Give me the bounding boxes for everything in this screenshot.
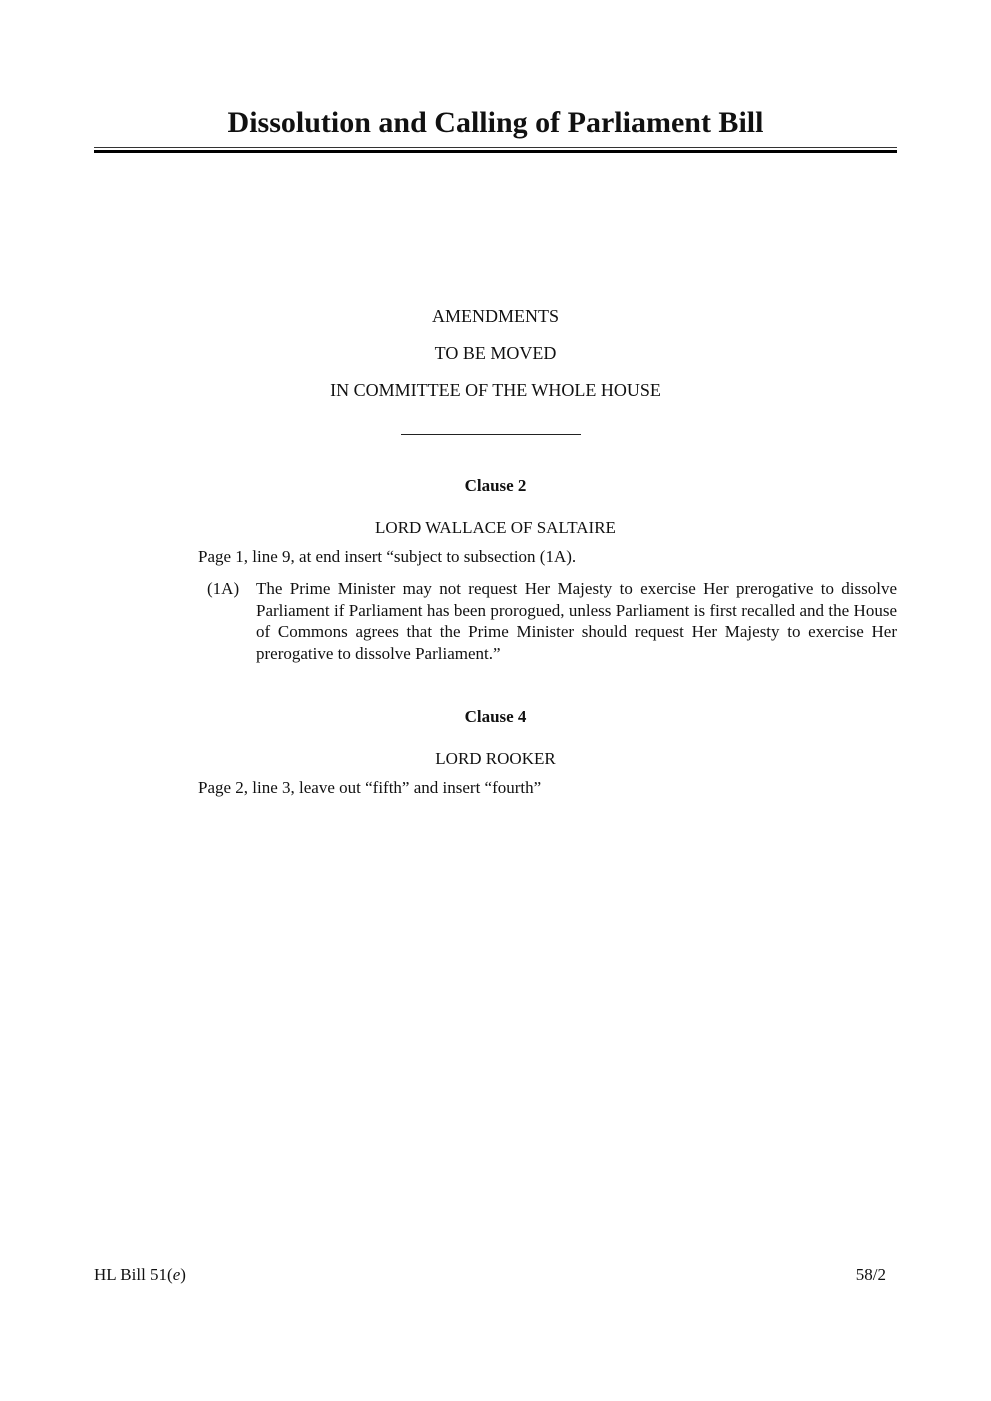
heading-line-3: IN COMMITTEE OF THE WHOLE HOUSE xyxy=(330,380,661,400)
divider xyxy=(401,434,581,435)
subsection-text: The Prime Minister may not request Her Majesty to exercise Her prerogative to dissolve Parliament if Parliament has been prorogued, unless Parliament is first recalled and the House of Commons agrees that the Prime Minister should request Her Majesty to exercise Her prerogative to dissolve Parliament.” xyxy=(256,579,897,663)
bill-title: Dissolution and Calling of Parliament Bill xyxy=(227,106,764,139)
page-reference: 58/2 xyxy=(855,1265,886,1284)
subsection-number: (1A) xyxy=(207,579,240,598)
member-name: LORD WALLACE OF SALTAIRE xyxy=(375,518,616,537)
amendment-text: Page 1, line 9, at end insert “subject to subsection (1A). xyxy=(198,547,577,566)
heading-line-1: AMENDMENTS xyxy=(431,306,559,326)
amendment-text: Page 2, line 3, leave out “fifth” and insert “fourth” xyxy=(198,778,542,797)
bill-number-prefix: HL Bill 51( xyxy=(94,1265,173,1284)
title-rule-thick xyxy=(94,150,897,153)
clause-heading: Clause 2 xyxy=(464,476,527,495)
bill-number-italic: e xyxy=(172,1265,181,1284)
member-name: LORD ROOKER xyxy=(435,749,556,768)
clause-heading: Clause 4 xyxy=(464,707,527,726)
bill-number-suffix: ) xyxy=(180,1265,186,1284)
title-rule-thin xyxy=(94,147,897,148)
heading-line-2: TO BE MOVED xyxy=(434,343,557,363)
bill-number xyxy=(94,1265,186,1285)
